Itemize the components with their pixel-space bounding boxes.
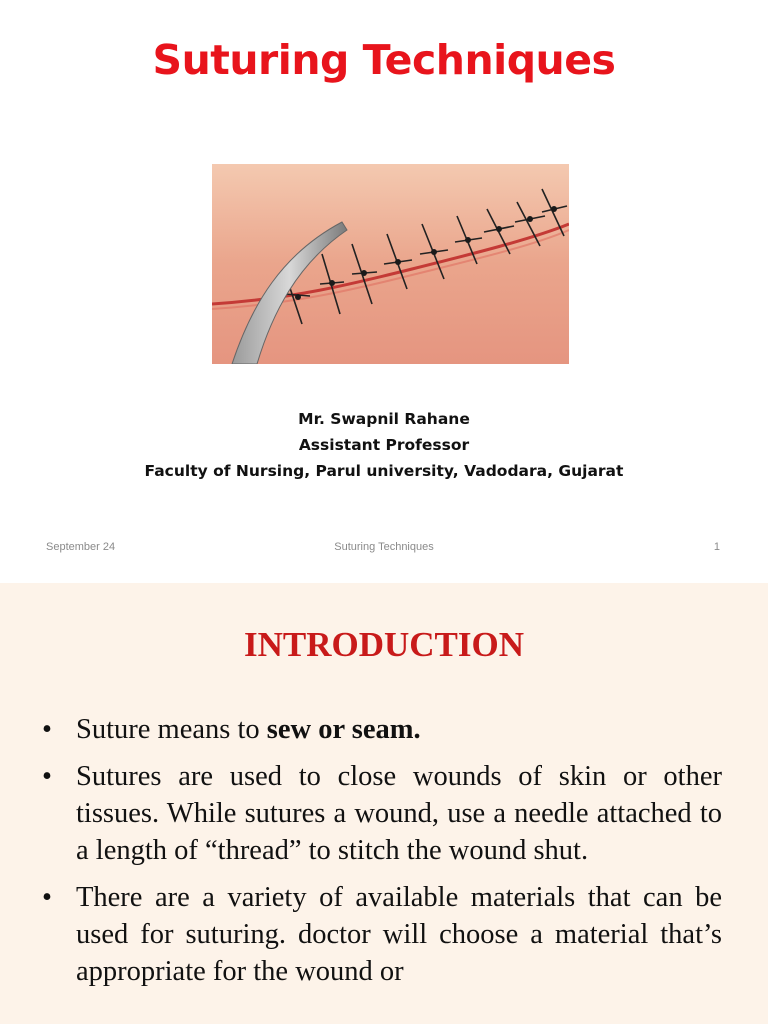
bullet-icon: •	[42, 714, 52, 745]
bullet-icon: •	[42, 761, 52, 792]
list-item	[42, 758, 722, 869]
bullet-text: Sutures are used to close wounds of skin or other tissues. While sutures a wound, use a needle attached to a length of “thread” to stitch the wound shut.	[76, 761, 722, 866]
author-info	[0, 406, 768, 484]
section-heading: INTRODUCTION	[243, 625, 525, 664]
footer-date: September 24	[46, 541, 116, 553]
bullet-text: There are a variety of available materials that can be used for suturing. doctor will choose a material that’s appropriate for the wound or	[76, 882, 722, 987]
slide-footer	[0, 541, 768, 557]
footer-page-number: 1	[713, 541, 720, 553]
bullet-bold-text: sew or seam.	[266, 714, 421, 745]
bullet-text: Suture means to	[76, 714, 267, 745]
footer-title: Suturing Techniques	[334, 541, 434, 553]
bullet-icon: •	[42, 882, 52, 913]
list-item	[42, 711, 722, 748]
author-affiliation: Faculty of Nursing, Parul university, Vadodara, Gujarat	[144, 462, 624, 480]
author-name: Mr. Swapnil Rahane	[298, 410, 470, 428]
introduction-slide	[0, 583, 768, 1024]
suture-illustration	[212, 164, 569, 364]
list-item	[42, 879, 722, 990]
author-position: Assistant Professor	[298, 436, 470, 454]
bullet-list	[42, 711, 722, 1000]
slide-title: Suturing Techniques	[152, 36, 616, 84]
